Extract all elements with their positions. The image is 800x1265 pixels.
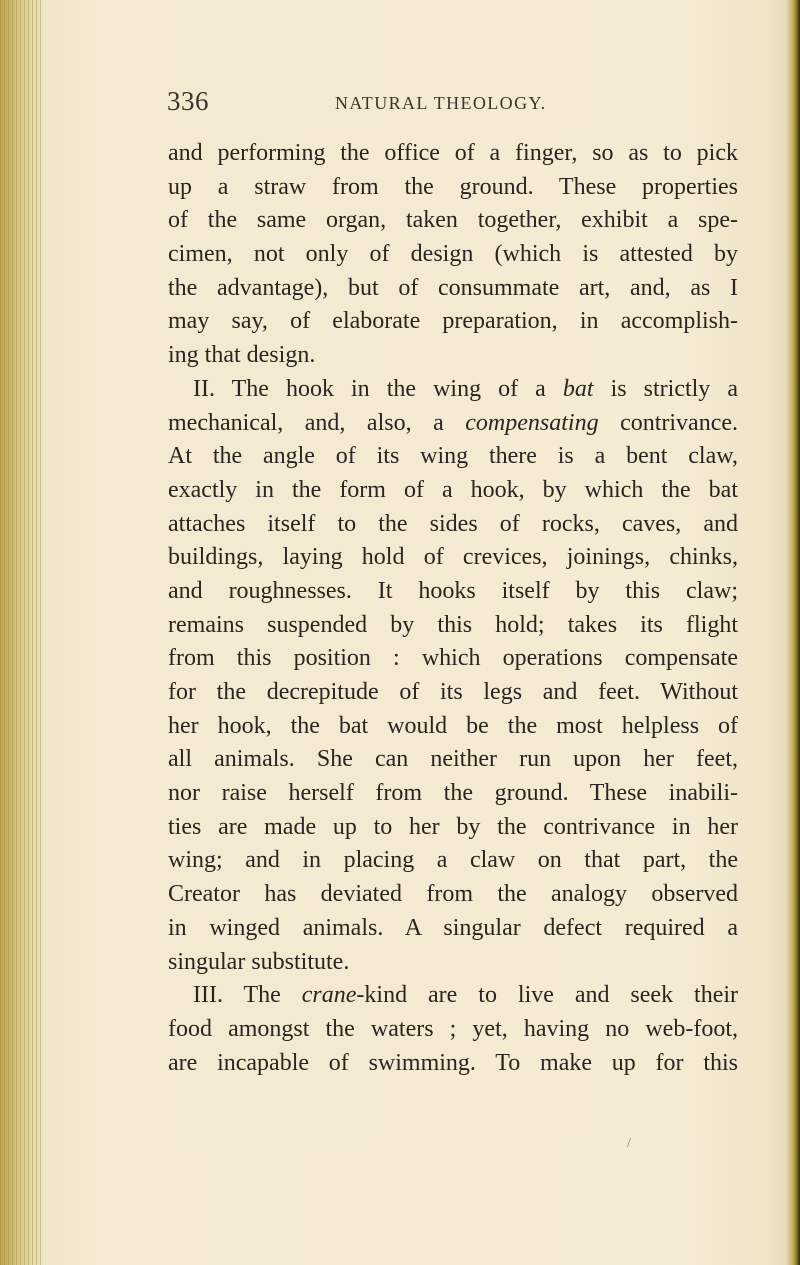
text-run: ing that design. [168, 342, 316, 369]
text-run: mechanical, and, also, a [168, 409, 466, 436]
text-line [168, 305, 738, 339]
body-text [168, 137, 738, 1080]
text-line [168, 407, 738, 441]
binding-gutter [0, 0, 44, 1265]
italic-word: compensating [465, 409, 599, 436]
text-run: contrivance. [598, 409, 739, 436]
text-run: -kind are to live and seek their [356, 982, 739, 1009]
text-line [168, 878, 738, 912]
text-run: nor raise herself from the ground. These inabili- [168, 780, 738, 807]
text-run: II. The hook in the wing of a [193, 375, 563, 402]
text-line [168, 204, 738, 238]
text-line [168, 1047, 738, 1081]
text-run: buildings, laying hold of crevices, joinings, chinks, [168, 544, 738, 571]
text-line [168, 710, 738, 744]
text-run: exactly in the form of a hook, by which the bat [168, 476, 738, 503]
italic-word: bat [562, 375, 594, 402]
text-run: attaches itself to the sides of rocks, caves, and [168, 510, 738, 537]
text-run: At the angle of its wing there is a bent claw, [168, 443, 738, 470]
running-head: NATURAL THEOLOGY. [335, 93, 547, 113]
text-line [168, 844, 738, 878]
text-run: is strictly a [593, 375, 738, 402]
page-edge [786, 0, 800, 1265]
text-line [168, 272, 738, 306]
italic-word: crane [301, 982, 357, 1009]
text-run: remains suspended by this hold; takes its flight [168, 611, 738, 638]
text-line [168, 238, 738, 272]
text-line [168, 1013, 738, 1047]
text-run: and roughnesses. It hooks itself by this claw; [168, 577, 738, 604]
text-line [168, 811, 738, 845]
text-line [168, 339, 738, 373]
text-run: wing; and in placing a claw on that part, the [168, 847, 738, 874]
text-run: in winged animals. A singular defect required a [168, 914, 738, 941]
text-run: singular substitute. [168, 948, 350, 975]
text-line [168, 575, 738, 609]
text-run: from this position : which operations compensate [168, 645, 738, 672]
text-run: and performing the office of a finger, so as to pick [168, 140, 738, 166]
text-line [168, 743, 738, 777]
text-line [168, 137, 738, 171]
text-line [168, 642, 738, 676]
text-line [168, 912, 738, 946]
stray-mark: / [627, 1136, 631, 1151]
text-run: III. The [193, 982, 302, 1009]
text-line [168, 373, 738, 407]
text-run: cimen, not only of design (which is attested by [168, 241, 738, 268]
text-run: ties are made up to her by the contrivance in her [168, 813, 738, 840]
text-run: for the decrepitude of its legs and feet. Without [168, 679, 738, 705]
text-run: may say, of elaborate preparation, in accomplish- [168, 308, 738, 335]
text-line [168, 171, 738, 205]
page-number: 336 [167, 86, 209, 116]
text-run: are incapable of swimming. To make up for this [168, 1049, 738, 1076]
text-line [168, 440, 738, 474]
text-run: food amongst the waters ; yet, having no web-foot, [168, 1015, 738, 1042]
text-line [168, 777, 738, 811]
text-run: of the same organ, taken together, exhibit a spe- [168, 207, 738, 234]
text-line [168, 609, 738, 643]
text-line [168, 946, 738, 980]
text-line [168, 541, 738, 575]
text-line [168, 676, 738, 710]
text-line [168, 474, 738, 508]
text-run: up a straw from the ground. These properties [168, 173, 738, 200]
text-line [168, 979, 738, 1013]
text-run: the advantage), but of consummate art, and, as I [168, 274, 738, 301]
text-line [168, 508, 738, 542]
text-run: Creator has deviated from the analogy observed [168, 881, 738, 908]
page-header [0, 86, 800, 126]
text-run: her hook, the bat would be the most helpless of [168, 712, 738, 739]
text-run: all animals. She can neither run upon her feet, [168, 746, 738, 773]
